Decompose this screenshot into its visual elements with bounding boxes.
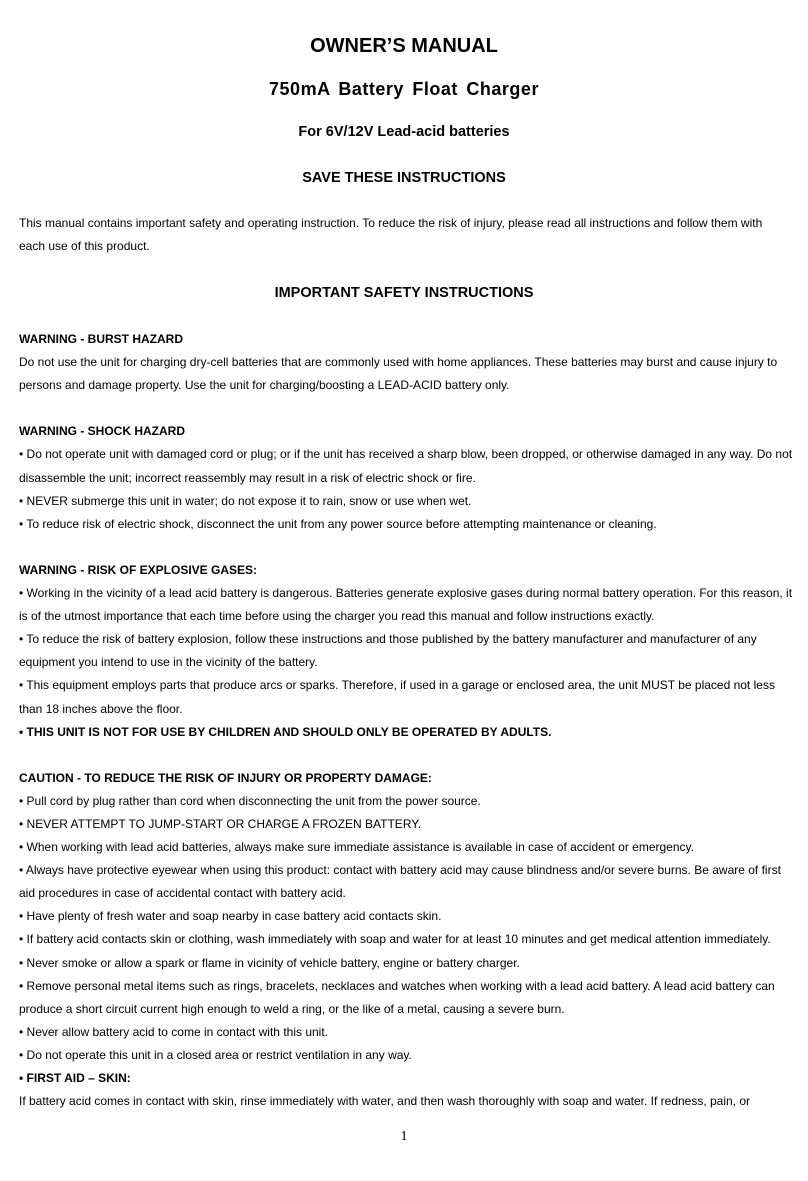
spacer: [19, 744, 793, 767]
explosive-gases-item: • To reduce the risk of battery explosion, follow these instructions and those published by the battery manufacturer and manufacturer of any equipment you intend to use in the vicinity of the battery.: [19, 632, 757, 670]
safety-instructions-heading: IMPORTANT SAFETY INSTRUCTIONS: [274, 285, 534, 301]
spacer: [19, 536, 793, 559]
explosive-gases-heading: WARNING - RISK OF EXPLOSIVE GASES:: [19, 562, 258, 577]
save-instructions-notice: SAVE THESE INSTRUCTIONS: [302, 170, 506, 186]
children-warning: • THIS UNIT IS NOT FOR USE BY CHILDREN AND SHOULD ONLY BE OPERATED BY ADULTS.: [19, 724, 552, 739]
caution-item: • Never smoke or allow a spark or flame in vicinity of vehicle battery, engine or battery charger.: [19, 955, 520, 970]
safety-body: [19, 328, 793, 1113]
spacer: [19, 397, 793, 420]
caution-item: • Have plenty of fresh water and soap nearby in case battery acid contacts skin.: [19, 909, 442, 924]
burst-hazard-heading: WARNING - BURST HAZARD: [19, 332, 183, 346]
shock-hazard-item: • To reduce risk of electric shock, disconnect the unit from any power source before attempting maintenance or cleaning.: [19, 516, 657, 531]
explosive-gases-item: • This equipment employs parts that produce arcs or sparks. Therefore, if used in a garage or enclosed area, the unit MUST be placed not less than 18 inches above the floor.: [19, 678, 775, 716]
caution-item: • Always have protective eyewear when using this product: contact with battery acid may cause blindness and/or severe burns. Be aware of first aid procedures in case of accidental contact with battery acid.: [19, 863, 781, 901]
manual-title: OWNER’S MANUAL: [310, 35, 498, 57]
first-aid-skin-heading: • FIRST AID – SKIN:: [19, 1071, 131, 1085]
caution-item: • Pull cord by plug rather than cord when disconnecting the unit from the power source.: [19, 793, 481, 808]
caution-item: • If battery acid contacts skin or clothing, wash immediately with soap and water for at least 10 minutes and get medical attention immediately.: [19, 932, 771, 947]
caution-heading: CAUTION - TO REDUCE THE RISK OF INJURY OR PROPERTY DAMAGE:: [19, 770, 432, 785]
shock-hazard-heading: WARNING - SHOCK HAZARD: [19, 424, 185, 439]
caution-item: • Do not operate this unit in a closed area or restrict ventilation in any way.: [19, 1047, 412, 1062]
caution-item: • Never allow battery acid to come in contact with this unit.: [19, 1024, 329, 1039]
caution-item: • When working with lead acid batteries, always make sure immediate assistance is available in case of accident or emergency.: [19, 840, 694, 855]
product-name: 750mA Battery Float Charger: [269, 79, 539, 99]
explosive-gases-item: • Working in the vicinity of a lead acid battery is dangerous. Batteries generate explosive gases during normal battery operation. For this reason, it is of the utmost importance that each time before using the charger you read this manual and follow instructions exactly.: [19, 586, 793, 624]
shock-hazard-item: • NEVER submerge this unit in water; do not expose it to rain, snow or use when wet.: [19, 493, 472, 508]
burst-hazard-text: Do not use the unit for charging dry-cell batteries that are commonly used with home appliances. These batteries may burst and cause injury to persons and damage property. Use the unit for charging/boosting a LEAD-ACID battery only.: [19, 355, 778, 393]
battery-type-subtitle: For 6V/12V Lead-acid batteries: [298, 124, 510, 140]
shock-hazard-item: • Do not operate unit with damaged cord or plug; or if the unit has received a sharp blow, been dropped, or otherwise damaged in any way. Do not disassemble the unit; incorrect reassembly may result in a risk of electric shock or fire.: [19, 447, 793, 485]
intro-paragraph: This manual contains important safety and operating instruction. To reduce the risk of injury, please read all instructions and follow them with each use of this product.: [19, 216, 763, 253]
first-aid-skin-text: If battery acid comes in contact with skin, rinse immediately with water, and then wash thoroughly with soap and water. If redness, pain, or: [19, 1094, 751, 1109]
caution-item: • NEVER ATTEMPT TO JUMP-START OR CHARGE A FROZEN BATTERY.: [19, 816, 422, 831]
page-number: 1: [400, 1129, 408, 1144]
caution-item: • Remove personal metal items such as rings, bracelets, necklaces and watches when working with a lead acid battery. A lead acid battery can produce a short circuit current high enough to weld a ring, or the like of a metal, causing a severe burn.: [19, 978, 775, 1016]
